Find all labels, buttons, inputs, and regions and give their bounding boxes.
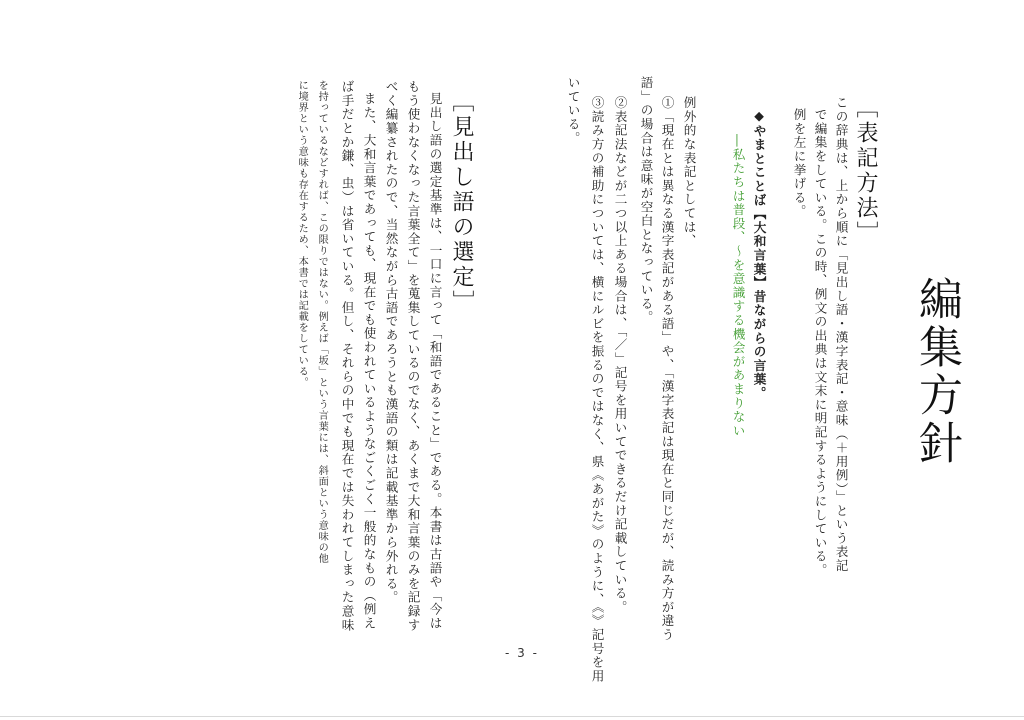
section-heading-headword-selection: ［見出し語の選定］ [449,90,474,315]
example-entry: ◆やまとことば【大和言葉】昔ながらの言葉。 [751,108,767,401]
paragraph-line: ③読み方の補助については、横にルビを振るのではなく、県《あがた》のように、《》記号を用 [589,96,605,684]
paragraph-line: 例を左に挙げる。 [791,108,807,219]
paragraph-line: を持っているなどすれば、この限りではない。例えば「坂」という言葉には、斜面という意味の他 [316,80,328,564]
paragraph-line: ①「現在とは異なる漢字表記がある語」や、「漢字表記は現在と同じだが、読み方が違う [659,96,675,642]
paragraph-line: いている。 [565,76,581,145]
paragraph-line: 語」の場合は意味が空白となっている。 [638,76,654,325]
paragraph-line: べく編纂されたので、当然ながら古語であろうとも漢語の類は記載基準から外れる。 [383,80,399,605]
section-heading-notation: ［表記方法］ [853,96,878,246]
example-usage: ―私たちは普段、～を意識する機会があまりない [730,134,746,438]
paragraph-line: この辞典は、上から順に「見出し語・漢字表記・意味（＋用例）」という表記 [833,96,849,573]
paragraph-line: ②表記法などが二つ以上ある場合は、「／」記号を用いてできるだけ記載している。 [612,96,628,615]
page-title: 編集方針 [911,276,962,468]
paragraph-line: 例外的な表記としては、 [681,96,697,248]
paragraph-line: また、大和言葉であっても、現在でも使われているようなごくごく一般的なもの（例え [361,92,377,631]
paragraph-line: 見出し語の選定基準は、一口に言って「和語であること」である。本書は古語や「今は [427,92,443,631]
paragraph-line: に境界という意味も存在するため、本書では記載をしている。 [296,80,308,388]
paragraph-line: で編集をしている。この時、例文の出典は文末に明記するようにしている。 [812,108,828,578]
paragraph-line: もう使わなくなった言葉全て」を蒐集しているのでなく、あくまで大和言葉のみを記録す [405,80,421,632]
paragraph-line: ば手だとか鎌、虫）は省いている。但し、それらの中でも現在では失われてしまった意味 [339,80,355,632]
page-bottom-divider [0,716,1024,717]
page-number: - 3 - [505,646,539,660]
